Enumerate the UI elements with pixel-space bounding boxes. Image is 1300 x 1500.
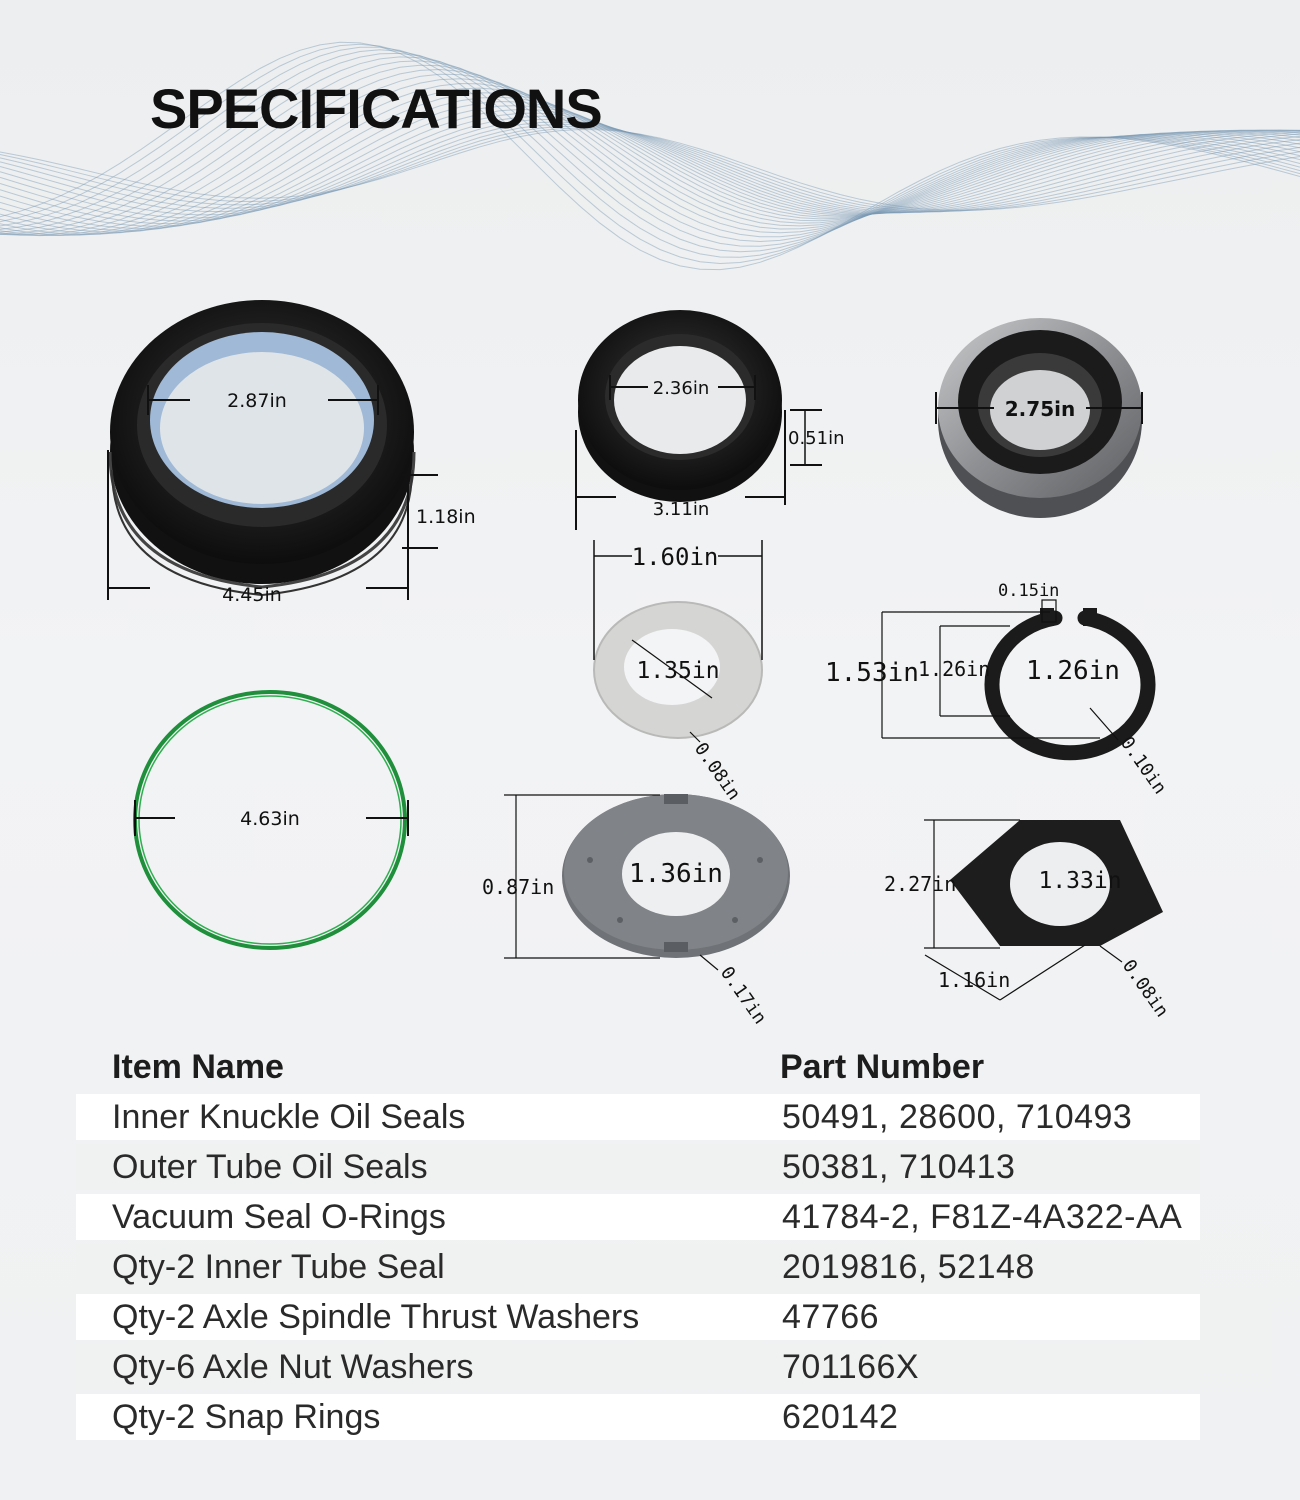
table-row bbox=[76, 1194, 1200, 1240]
dim-0.87: 0.87in bbox=[482, 875, 555, 899]
dim-1.26-left: 1.26in bbox=[918, 657, 991, 681]
dim-2.87: 2.87in bbox=[227, 390, 287, 412]
part-number-table bbox=[76, 1040, 1200, 1444]
dim-1.18: 1.18in bbox=[416, 506, 476, 528]
dim-1.60: 1.60in bbox=[631, 543, 719, 571]
dim-0.08a: 0.08in bbox=[689, 738, 745, 805]
dim-4.45: 4.45in bbox=[222, 584, 282, 606]
outer-tube-seal bbox=[578, 310, 782, 502]
o-ring-dimensions bbox=[135, 800, 408, 836]
dim-1.36: 1.36in bbox=[629, 859, 723, 889]
dim-1.33: 1.33in bbox=[1038, 868, 1122, 894]
dim-0.17: 0.17in bbox=[715, 962, 771, 1029]
dim-1.26: 1.26in bbox=[1026, 656, 1120, 686]
dim-3.11: 3.11in bbox=[652, 499, 710, 520]
dim-1.53: 1.53in bbox=[825, 658, 919, 688]
item-name: Vacuum Seal O-Rings bbox=[112, 1197, 446, 1236]
dim-2.75: 2.75in bbox=[1004, 397, 1076, 421]
dim-0.10: 0.10in bbox=[1115, 732, 1171, 799]
table-row bbox=[76, 1394, 1200, 1440]
dim-0.51: 0.51in bbox=[788, 428, 845, 449]
header-part-number: Part Number bbox=[780, 1047, 985, 1086]
page-title: SPECIFICATIONS bbox=[150, 77, 602, 140]
part-number: 2019816, 52148 bbox=[782, 1247, 1035, 1286]
part-number: 41784-2, F81Z-4A322-AA bbox=[782, 1197, 1183, 1236]
table-header bbox=[76, 1040, 1200, 1094]
dim-0.08b: 0.08in bbox=[1117, 955, 1173, 1022]
dim-2.36: 2.36in bbox=[652, 378, 710, 399]
dim-2.27: 2.27in bbox=[884, 872, 957, 896]
dim-0.15: 0.15in bbox=[998, 581, 1060, 601]
table-row bbox=[76, 1344, 1200, 1390]
table-row bbox=[76, 1244, 1200, 1290]
part-number: 620142 bbox=[782, 1397, 899, 1436]
item-name: Qty-2 Snap Rings bbox=[112, 1397, 381, 1436]
part-number: 701166X bbox=[782, 1347, 920, 1386]
item-name: Qty-6 Axle Nut Washers bbox=[112, 1347, 474, 1386]
item-name: Inner Knuckle Oil Seals bbox=[112, 1097, 466, 1136]
item-name: Qty-2 Inner Tube Seal bbox=[112, 1247, 445, 1286]
dim-4.63: 4.63in bbox=[240, 808, 300, 830]
table-row bbox=[76, 1094, 1200, 1140]
dim-1.35: 1.35in bbox=[636, 658, 720, 684]
table-body bbox=[76, 1094, 1200, 1440]
table-row bbox=[76, 1144, 1200, 1190]
item-name: Outer Tube Oil Seals bbox=[112, 1147, 428, 1186]
item-name: Qty-2 Axle Spindle Thrust Washers bbox=[112, 1297, 640, 1336]
part-number: 50381, 710413 bbox=[782, 1147, 1016, 1186]
header-item-name: Item Name bbox=[112, 1047, 284, 1086]
inner-knuckle-seal bbox=[110, 300, 414, 595]
part-number: 50491, 28600, 710493 bbox=[782, 1097, 1133, 1136]
table-row bbox=[76, 1294, 1200, 1340]
part-number: 47766 bbox=[782, 1297, 880, 1336]
dim-1.16: 1.16in bbox=[938, 968, 1011, 992]
